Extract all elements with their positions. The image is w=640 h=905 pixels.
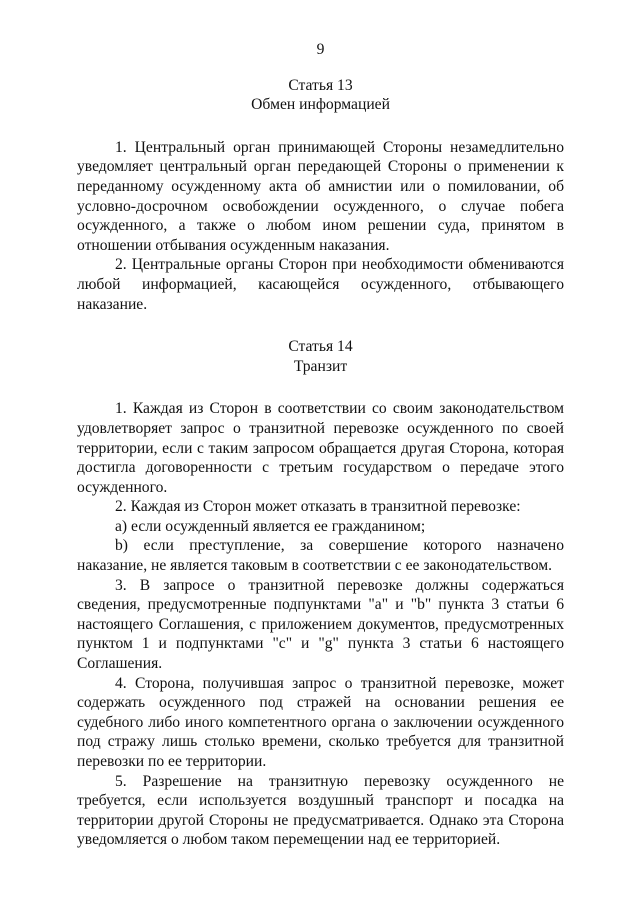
paragraph: 3. В запросе о транзитной перевозке должны содержаться сведения, предусмотренные подпунктами "a" и "b" пункта 3 статьи 6 настоящего Соглашения, с приложением документов, предусмотренных пунктом 1 и подпунктами "c" и "g" пункта 3 статьи 6 настоящего Соглашения. xyxy=(77,576,564,673)
paragraph: a) если осужденный является ее гражданином; xyxy=(115,517,426,535)
article-heading xyxy=(77,76,564,115)
paragraph: 5. Разрешение на транзитную перевозку осужденного не требуется, если используется воздушный транспорт и посадка на территории другой Стороны не предусматривается. Однако эта Сторона уведомляется о любом таком перемещении над ее территорией. xyxy=(77,772,564,849)
paragraph: 2. Центральные органы Сторон при необходимости обмениваются любой информацией, касающейся осужденного, отбывающего наказание. xyxy=(77,256,564,313)
article-number: Статья 14 xyxy=(288,338,353,356)
paragraph: 4. Сторона, получившая запрос о транзитной перевозке, может содержать осужденного под стражей на основании решения ее судебного либо иного компетентного органа о заключении осужденного под стражу лишь столько времени, сколько требуется для транзитной перевозки по ее территории. xyxy=(77,674,564,770)
article-body xyxy=(77,138,564,314)
article-13 xyxy=(77,76,564,315)
page-number: 9 xyxy=(316,41,325,58)
paragraph: b) если преступление, за совершение которого назначено наказание, не является таковым в соответствии с ее законодательством. xyxy=(77,537,564,575)
paragraph: 1. Центральный орган принимающей Стороны незамедлительно уведомляет центральный орган передающей Стороны о применении к переданному осужденному акта об амнистии или о помиловании, об условно-досрочном освобождении осужденного, о случае побега осужденного, а также о любом ином решении суда, принятом в отношении отбывания осужденным наказания. xyxy=(77,138,564,254)
article-number: Статья 13 xyxy=(288,76,353,94)
article-title: Обмен информацией xyxy=(251,96,390,114)
article-heading xyxy=(77,337,564,376)
article-title: Транзит xyxy=(293,357,348,375)
article-body xyxy=(77,399,564,850)
paragraph: 1. Каждая из Сторон в соответствии со своим законодательством удовлетворяет запрос о транзитной перевозке осужденного по своей территории, если с таким запросом обращается другая Сторона, которая достигла договоренности с третьим государством о передаче этого осужденного. xyxy=(77,400,564,496)
paragraph: 2. Каждая из Сторон может отказать в транзитной перевозке: xyxy=(115,498,521,516)
article-14 xyxy=(77,337,564,850)
